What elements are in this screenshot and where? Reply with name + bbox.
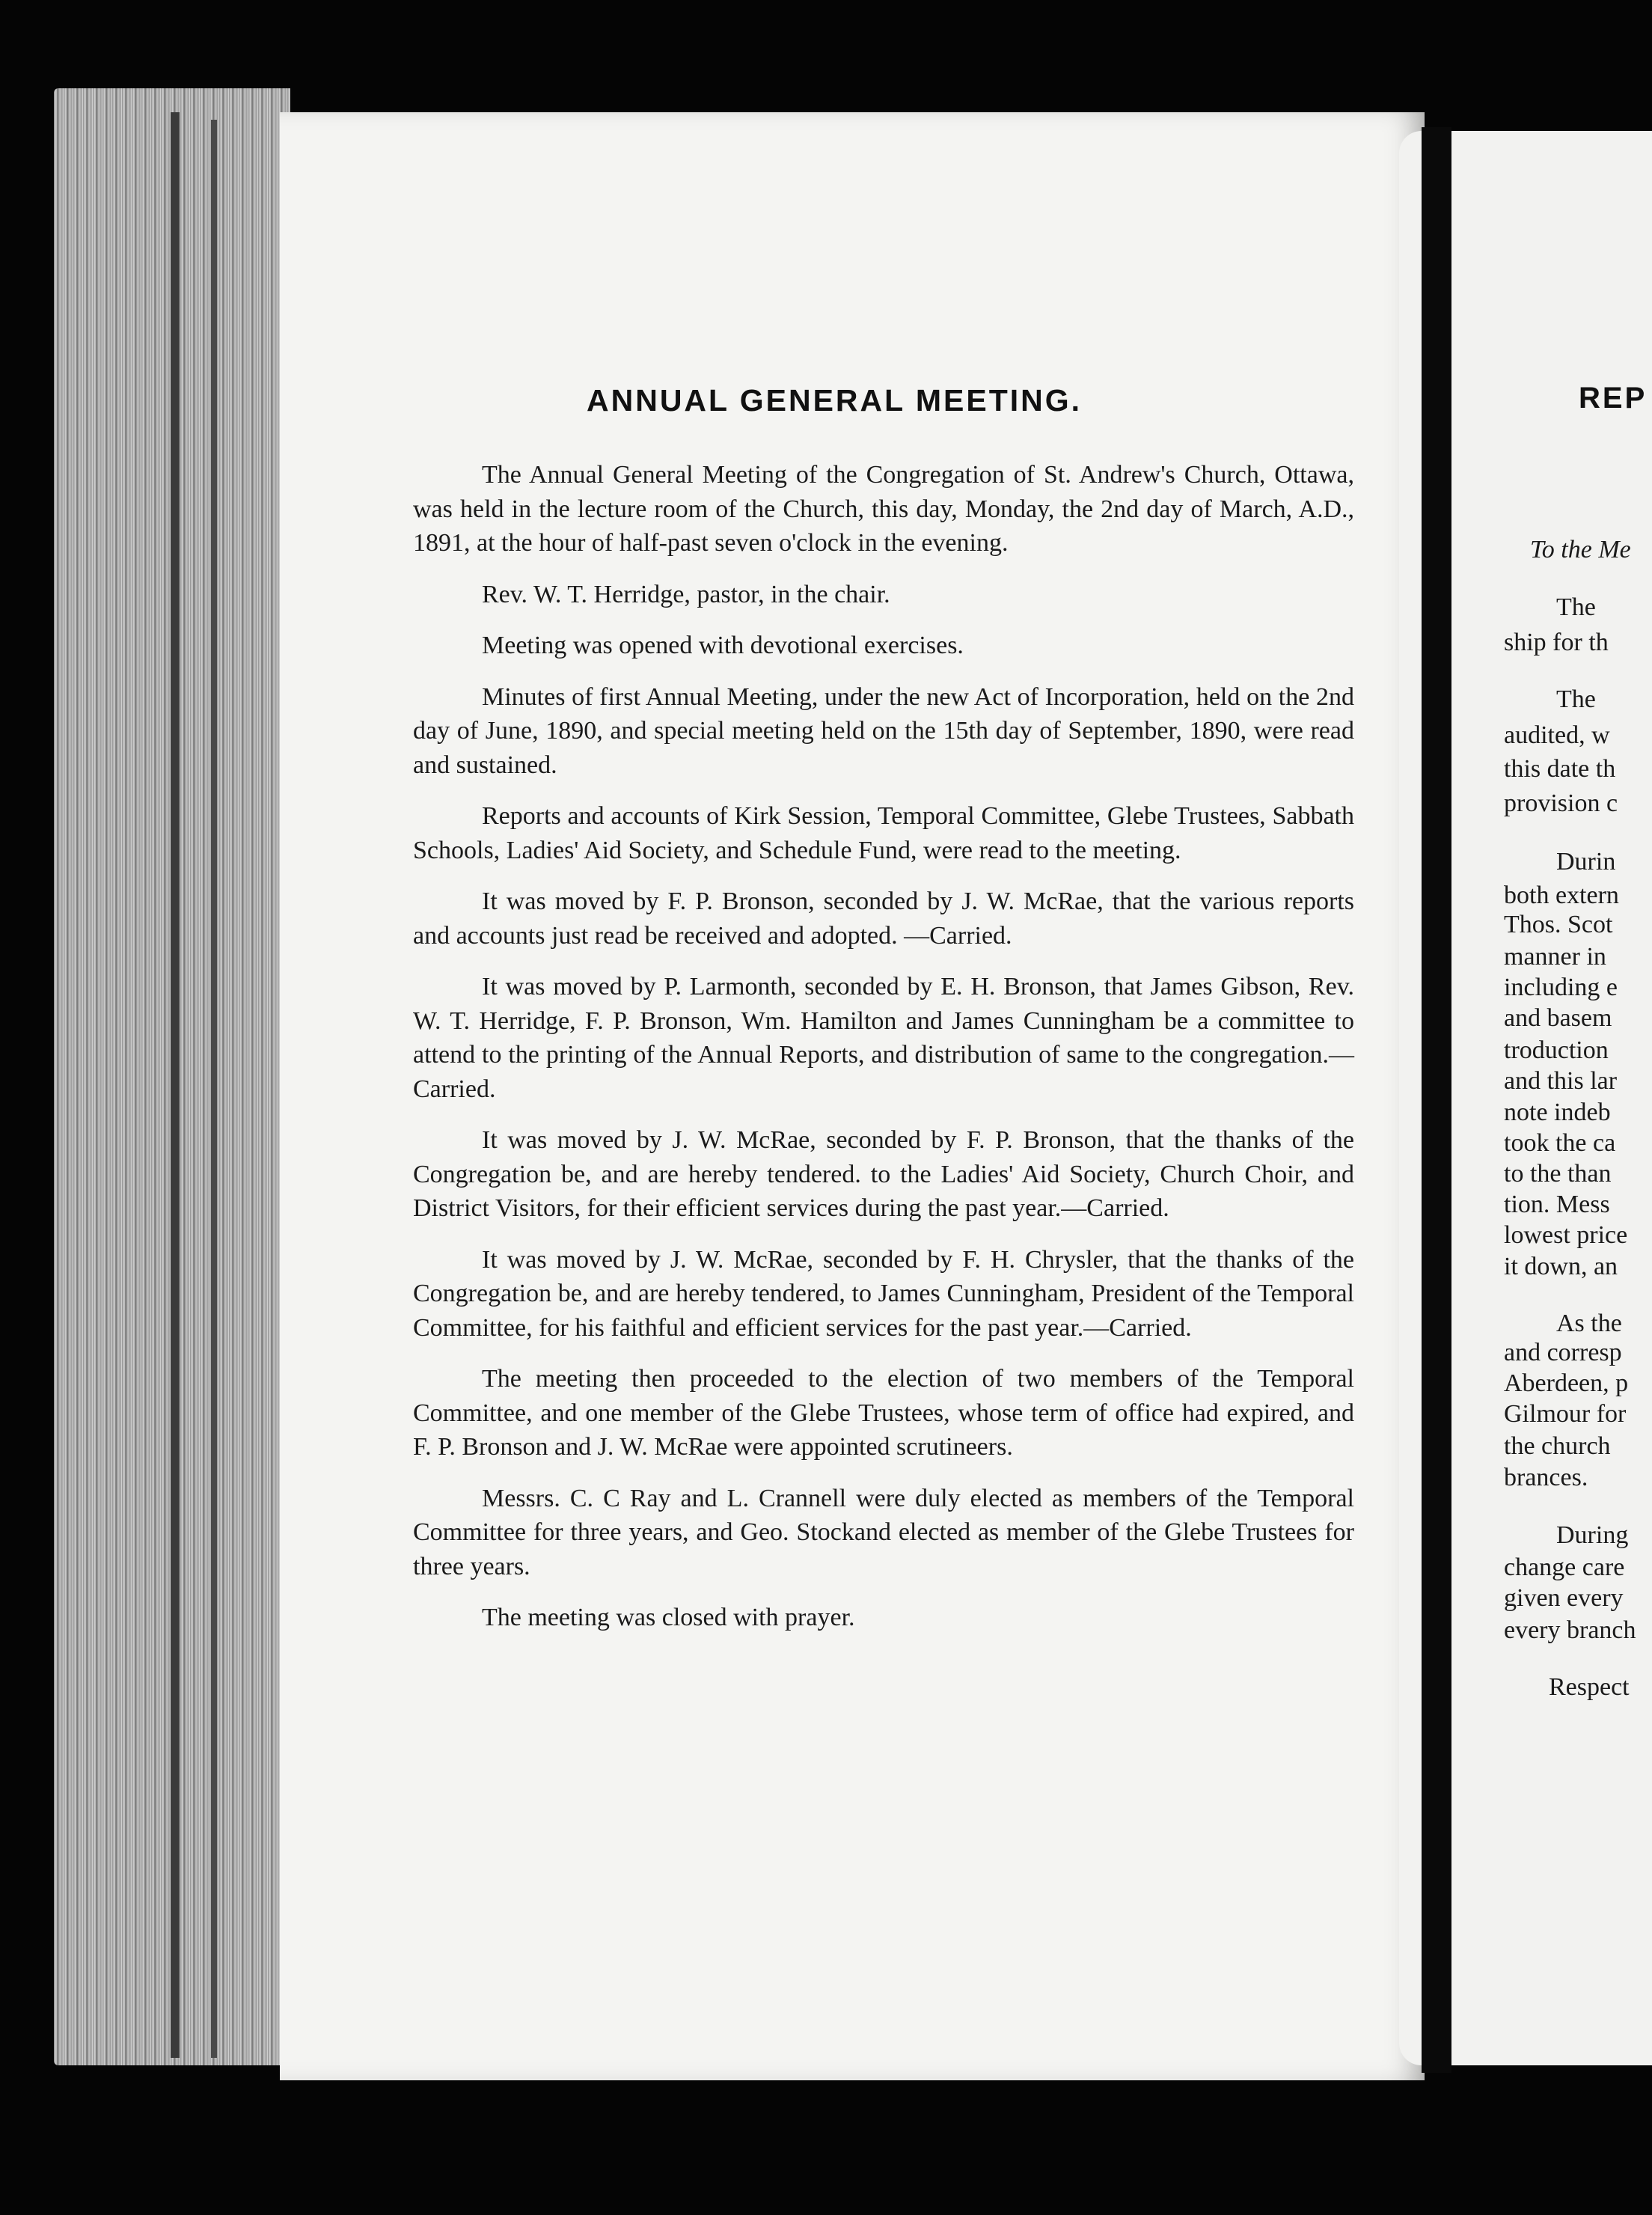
paragraph: Minutes of first Annual Meeting, under the new Act of Incorporation, held on the 2nd day of June, 1890, and special meeting held on the 15th day of September, 1890, were read and sustained. xyxy=(413,682,1354,779)
facing-page-line: During xyxy=(1556,1521,1629,1549)
paragraph: The meeting then proceeded to the election of two members of the Temporal Committee, and one member of the Glebe Trustees, whose term of office had expired, and F. P. Bronson and J. W. McRae were appointed scrutineers. xyxy=(413,1365,1354,1461)
page-title: ANNUAL GENERAL MEETING. xyxy=(587,383,1083,418)
facing-page-line: Gilmour for xyxy=(1504,1400,1627,1428)
facing-page-line: and this lar xyxy=(1504,1067,1618,1095)
facing-page-line: lowest price xyxy=(1504,1221,1628,1249)
facing-page-line: Aberdeen, p xyxy=(1504,1369,1629,1397)
facing-page-line: including e xyxy=(1504,974,1618,1001)
facing-page-line: took the ca xyxy=(1504,1129,1616,1157)
facing-page-line: and corresp xyxy=(1504,1339,1622,1366)
paragraph: Rev. W. T. Herridge, pastor, in the chair. xyxy=(482,580,890,608)
book-edge-shadow xyxy=(171,112,180,2058)
minutes-body xyxy=(413,458,1354,1652)
paragraph: Messrs. C. C Ray and L. Crannell were duly elected as members of the Temporal Committee for three years, and Geo. Stockand elected as member of the Glebe Trustees for three years. xyxy=(413,1484,1354,1580)
paragraph: Reports and accounts of Kirk Session, Temporal Committee, Glebe Trustees, Sabbath Schools, Ladies' Aid Society, and Schedule Fund, were read to the meeting. xyxy=(413,802,1354,864)
paragraph: It was moved by F. P. Bronson, seconded by J. W. McRae, that the various reports and accounts just read be received and adopted. —Carried. xyxy=(413,887,1354,950)
facing-page-heading: REP xyxy=(1579,382,1648,415)
facing-page-line: it down, an xyxy=(1504,1253,1618,1280)
paragraph: The Annual General Meeting of the Congregation of St. Andrew's Church, Ottawa, was held in the lecture room of the Church, this day, Monday, the 2nd day of March, A.D., 1891, at the hour of half-past seven o'clock in the evening. xyxy=(413,461,1354,557)
facing-page-line: change care xyxy=(1504,1553,1625,1581)
facing-page-line: Durin xyxy=(1556,848,1616,876)
facing-page-line: As the xyxy=(1556,1310,1622,1337)
facing-page-line: troduction xyxy=(1504,1036,1609,1064)
paragraph: It was moved by P. Larmonth, seconded by E. H. Bronson, that James Gibson, Rev. W. T. Herridge, F. P. Bronson, Wm. Hamilton and James Cunningham be a committee to attend to the printing of the Annual Reports, and distribution of same to the congregation.—Carried. xyxy=(413,973,1354,1103)
facing-page-line: manner in xyxy=(1504,943,1606,971)
facing-page-line: both extern xyxy=(1504,882,1619,909)
facing-page-line: and basem xyxy=(1504,1004,1612,1032)
facing-page-line: ship for th xyxy=(1504,629,1609,656)
facing-page-line: note indeb xyxy=(1504,1099,1611,1126)
facing-page-line: The xyxy=(1556,593,1596,621)
facing-page-line: brances. xyxy=(1504,1464,1588,1491)
facing-page-line: tion. Mess xyxy=(1504,1191,1610,1218)
facing-page-line: to the than xyxy=(1504,1160,1612,1188)
book-gutter xyxy=(1422,127,1451,2073)
facing-page-line: the church xyxy=(1504,1432,1611,1460)
facing-page-line: audited, w xyxy=(1504,721,1610,749)
facing-page-line: this date th xyxy=(1504,755,1616,783)
facing-page-line: To the Me xyxy=(1530,536,1631,563)
facing-page-line: every branch xyxy=(1504,1616,1636,1644)
book-edge-shadow xyxy=(211,120,217,2058)
paragraph: It was moved by J. W. McRae, seconded by F. P. Bronson, that the thanks of the Congregation be, and are hereby tendered. to the Ladies' Aid Society, Church Choir, and District Visitors, for their efficient services during the past year.—Carried. xyxy=(413,1126,1354,1222)
paragraph: It was moved by J. W. McRae, seconded by F. H. Chrysler, that the thanks of the Congregation be, and are hereby tendered, to James Cunningham, President of the Temporal Committee, for his faithful and efficient services for the past year.—Carried. xyxy=(413,1245,1354,1342)
paragraph: Meeting was opened with devotional exercises. xyxy=(482,632,964,659)
facing-page-line: given every xyxy=(1504,1584,1624,1612)
facing-page-line: The xyxy=(1556,685,1596,713)
paragraph: The meeting was closed with prayer. xyxy=(482,1604,855,1631)
facing-page-line: Thos. Scot xyxy=(1504,911,1613,938)
facing-page-line: provision c xyxy=(1504,789,1618,817)
facing-page-line: Respect xyxy=(1549,1673,1630,1701)
